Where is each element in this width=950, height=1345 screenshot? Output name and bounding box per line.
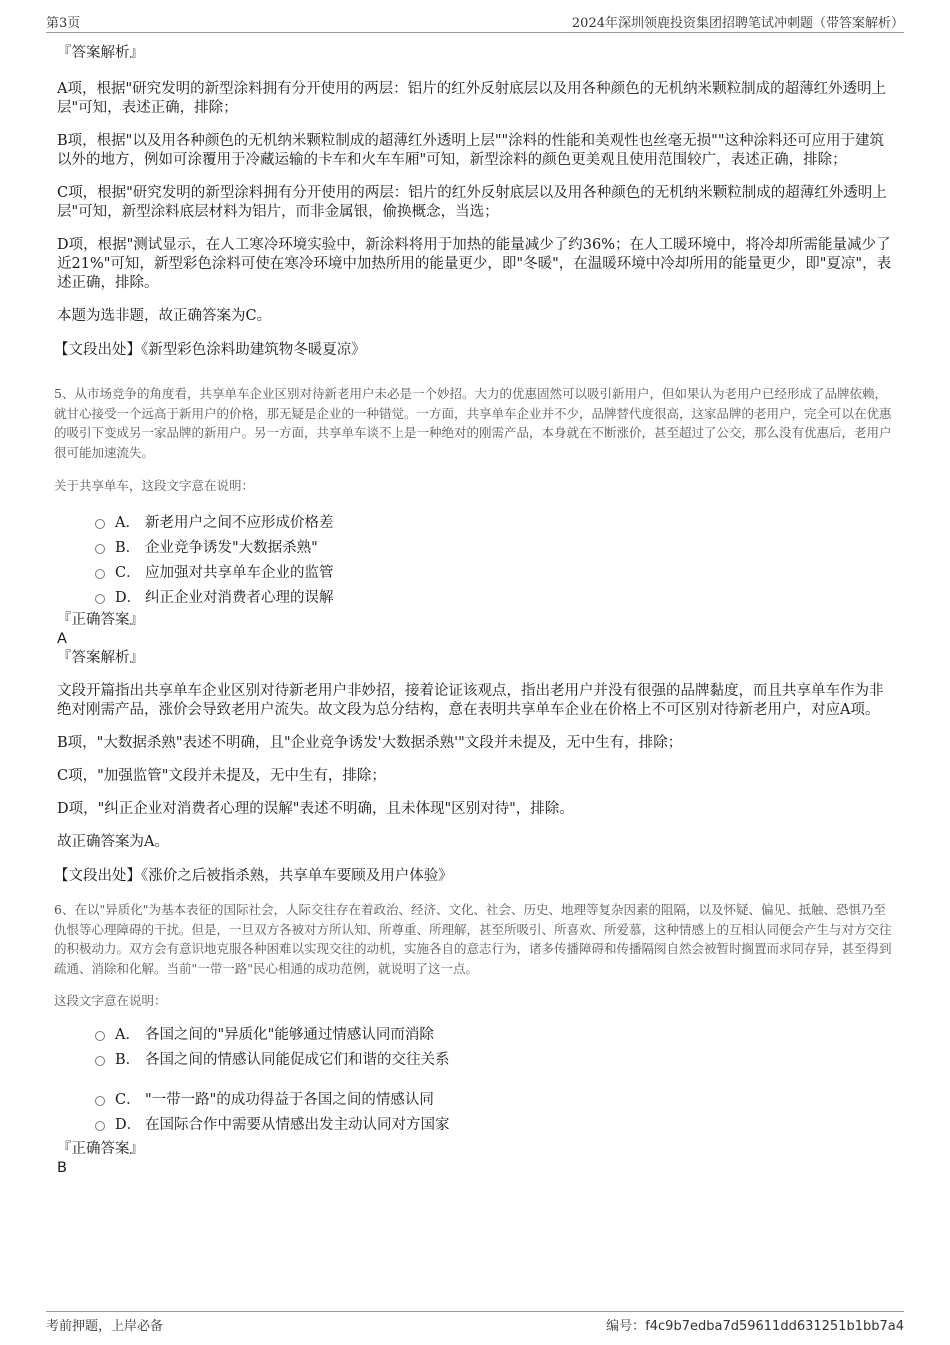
analysis-main: 文段开篇指出共享单车企业区别对待新老用户非妙招，接着论证该观点，指出老用户并没有很强的品牌黏度，而且共享单车作为非绝对刚需产品，涨价会导致老用户流失。故文段为总分结构，意在表明共享单车企业在价格上不可区别对待新老用户，对应A项。 — [57, 683, 884, 718]
page-number: 第3页 — [46, 16, 81, 31]
analysis-c: C项，"加强监管"文段并未提及，无中生有，排除； — [57, 768, 386, 784]
radio-icon[interactable] — [95, 1056, 105, 1066]
option-b[interactable]: B． 各国之间的情感认同能促成它们和谐的交往关系 — [95, 1046, 895, 1071]
radio-icon[interactable] — [95, 1096, 105, 1106]
options-list — [95, 1021, 895, 1136]
analysis-label: 『答案解析』 — [57, 650, 144, 666]
q5-answer — [54, 611, 895, 886]
option-c[interactable]: C． "一带一路"的成功得益于各国之间的情感认同 — [95, 1086, 895, 1111]
analysis-b: B项，根据"以及用各种颜色的无机纳米颗粒制成的超薄红外透明上层""涂料的性能和美观性也丝毫无损""这种涂料还可应用于建筑以外的地方，例如可涂覆用于冷藏运输的卡车和火车车厢"可知，新型涂料的颜色更美观且使用范围较广，表述正确，排除； — [57, 133, 884, 168]
option-c[interactable]: C． 应加强对共享单车企业的监管 — [95, 559, 895, 584]
radio-icon[interactable] — [95, 569, 105, 579]
source-citation: 【文段出处】《涨价之后被指杀熟，共享单车要顾及用户体验》 — [54, 868, 453, 884]
answer-label: 『正确答案』 — [57, 1141, 144, 1157]
analysis-a: A项，根据"研究发明的新型涂料拥有分开使用的两层：铝片的红外反射底层以及用各种颜色的无机纳米颗粒制成的超薄红外透明上层"可知，表述正确，排除； — [57, 81, 887, 116]
option-a[interactable]: A． 新老用户之间不应形成价格差 — [95, 509, 895, 534]
analysis-d: D项，"纠正企业对消费者心理的误解"表述不明确，且未体现"区别对待"，排除。 — [57, 801, 574, 817]
question-6 — [54, 900, 895, 1178]
analysis-d: D项，根据"测试显示，在人工寒冷环境实验中，新涂料将用于加热的能量减少了约36%；在人工暖环境中，将冷却所需能量减少了近21%"可知，新型彩色涂料可使在寒冷环境中加热所用的能量更少，即"冬暖"，在温暖环境中冷却所用的能量更少，即"夏凉"，表述正确，排除。 — [57, 237, 892, 291]
q6-answer — [57, 1140, 895, 1178]
correct-answer: B — [57, 1160, 67, 1176]
page-footer — [46, 1311, 904, 1334]
correct-answer: A — [57, 631, 67, 647]
option-a[interactable]: A． 各国之间的"异质化"能够通过情感认同而消除 — [95, 1021, 895, 1046]
question-stem: 关于共享单车，这段文字意在说明： — [54, 478, 255, 493]
radio-icon[interactable] — [95, 594, 105, 604]
analysis-label: 『答案解析』 — [57, 45, 144, 61]
analysis-b: B项，"大数据杀熟"表述不明确，且"企业竞争诱发'大数据杀熟'"文段并未提及，无中生有，排除； — [57, 735, 683, 751]
document-serial: 编号：f4c9b7edba7d59611dd631251b1bb7a4 — [606, 1319, 904, 1334]
option-d[interactable]: D． 在国际合作中需要从情感出发主动认同对方国家 — [95, 1111, 895, 1136]
option-d[interactable]: D． 纠正企业对消费者心理的误解 — [95, 584, 895, 609]
question-passage: 5、从市场竞争的角度看，共享单车企业区别对待新老用户未必是一个妙招。大力的优惠固然可以吸引新用户，但如果认为老用户已经形成了品牌依赖，就甘心接受一个远高于新用户的价格，那无疑是企业的一种错觉。一方面，共享单车企业并不少，品牌替代度很高，这家品牌的老用户，完全可以在优惠的吸引下变成另一家品牌的新用户。另一方面，共享单车谈不上是一种绝对的刚需产品，本身就在不断涨价，甚至超过了公交，那么没有优惠后，老用户很可能加速流失。 — [54, 386, 892, 460]
question-5 — [54, 384, 895, 886]
source-citation: 【文段出处】《新型彩色涂料助建筑物冬暖夏凉》 — [54, 342, 366, 358]
radio-icon[interactable] — [95, 1121, 105, 1131]
question-passage: 6、在以"异质化"为基本表征的国际社会，人际交往存在着政治、经济、文化、社会、历史、地理等复杂因素的阻隔，以及怀疑、偏见、抵触、恐惧乃至仇恨等心理障碍的干扰。但是，一旦双方各被对方所认知、所尊重、所理解，甚至所吸引、所喜欢、所爱慕，这种情感上的互相认同便会产生与对方交往的积极动力。双方会有意识地克服各种困难以实现交往的动机，实施各自的意志行为，诸多传播障碍和传播隔阂自然会被暂时搁置而求同存异，甚至得到疏通、消除和化解。当前"一带一路"民心相通的成功范例，就说明了这一点。 — [54, 902, 892, 976]
page-content — [54, 44, 895, 1178]
analysis-conclusion: 故正确答案为A。 — [57, 834, 169, 850]
document-title: 2024年深圳领鹿投资集团招聘笔试冲刺题（带答案解析） — [571, 16, 904, 31]
q4-analysis — [54, 44, 895, 360]
analysis-conclusion: 本题为选非题，故正确答案为C。 — [57, 308, 272, 324]
radio-icon[interactable] — [95, 519, 105, 529]
analysis-c: C项，根据"研究发明的新型涂料拥有分开使用的两层：铝片的红外反射底层以及用各种颜色的无机纳米颗粒制成的超薄红外透明上层"可知，新型涂料底层材料为铝片，而非金属银，偷换概念，当选； — [57, 185, 887, 220]
answer-label: 『正确答案』 — [57, 612, 144, 628]
options-list — [95, 509, 895, 609]
page-header — [46, 12, 904, 33]
radio-icon[interactable] — [95, 544, 105, 554]
radio-icon[interactable] — [95, 1031, 105, 1041]
option-b[interactable]: B． 企业竞争诱发"大数据杀熟" — [95, 534, 895, 559]
footer-slogan: 考前押题，上岸必备 — [46, 1319, 164, 1334]
question-stem: 这段文字意在说明： — [54, 993, 167, 1008]
